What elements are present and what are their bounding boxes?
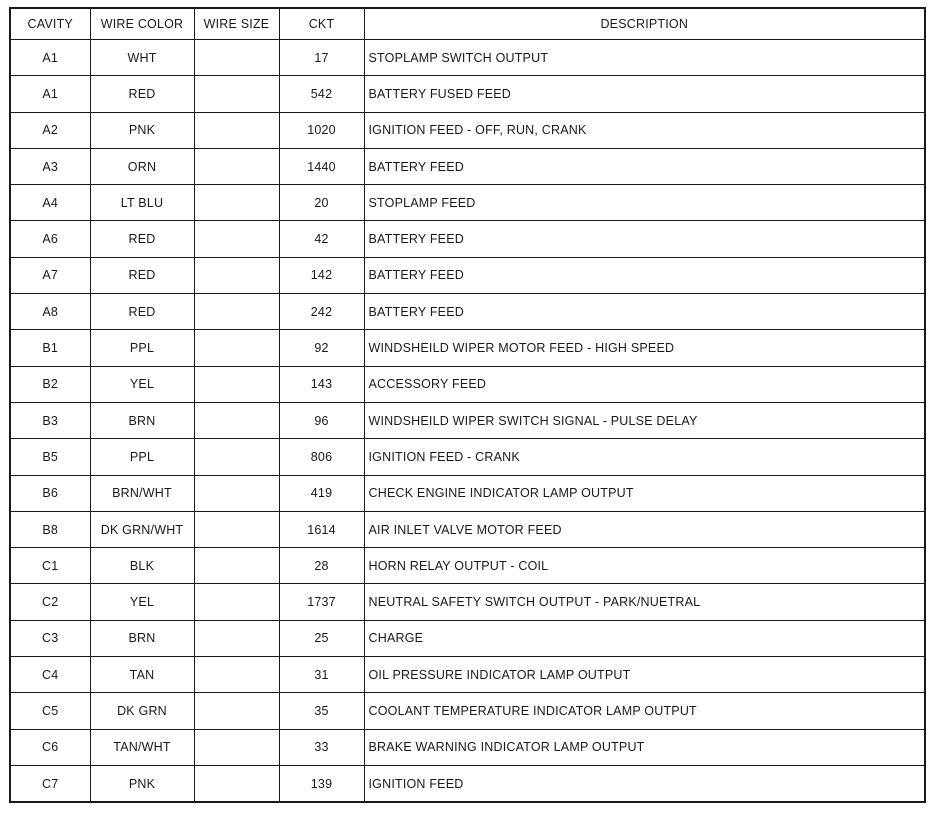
table-row xyxy=(10,729,925,765)
header-row xyxy=(10,8,925,40)
cavity-cell: B5 xyxy=(10,439,90,475)
cavity-cell: A2 xyxy=(10,112,90,148)
description-cell: COOLANT TEMPERATURE INDICATOR LAMP OUTPUT xyxy=(364,693,925,729)
table-row xyxy=(10,657,925,693)
column-header-cavity: CAVITY xyxy=(10,8,90,40)
cavity-cell: B1 xyxy=(10,330,90,366)
ckt-cell: 139 xyxy=(279,765,364,802)
column-header-description: DESCRIPTION xyxy=(364,8,925,40)
cavity-cell: C6 xyxy=(10,729,90,765)
description-cell: HORN RELAY OUTPUT - COIL xyxy=(364,548,925,584)
description-cell: IGNITION FEED xyxy=(364,765,925,802)
description-cell: CHECK ENGINE INDICATOR LAMP OUTPUT xyxy=(364,475,925,511)
table-row xyxy=(10,257,925,293)
wire-color-cell: WHT xyxy=(90,40,194,76)
description-cell: CHARGE xyxy=(364,620,925,656)
ckt-cell: 1737 xyxy=(279,584,364,620)
ckt-cell: 25 xyxy=(279,620,364,656)
wire-color-cell: PPL xyxy=(90,439,194,475)
wire-color-cell: RED xyxy=(90,294,194,330)
wire-color-cell: PNK xyxy=(90,765,194,802)
cavity-cell: C1 xyxy=(10,548,90,584)
ckt-cell: 1440 xyxy=(279,148,364,184)
cavity-cell: C7 xyxy=(10,765,90,802)
description-cell: BATTERY FEED xyxy=(364,148,925,184)
table-header xyxy=(10,8,925,40)
wire-color-cell: BRN xyxy=(90,402,194,438)
ckt-cell: 20 xyxy=(279,185,364,221)
wire-size-cell xyxy=(194,76,279,112)
wire-size-cell xyxy=(194,112,279,148)
wire-size-cell xyxy=(194,584,279,620)
cavity-cell: C4 xyxy=(10,657,90,693)
wire-size-cell xyxy=(194,620,279,656)
cavity-cell: B8 xyxy=(10,511,90,547)
description-cell: STOPLAMP FEED xyxy=(364,185,925,221)
table-body xyxy=(10,40,925,803)
wire-color-cell: LT BLU xyxy=(90,185,194,221)
wire-size-cell xyxy=(194,40,279,76)
wire-size-cell xyxy=(194,330,279,366)
ckt-cell: 143 xyxy=(279,366,364,402)
wire-size-cell xyxy=(194,294,279,330)
table-row xyxy=(10,765,925,802)
table-row xyxy=(10,221,925,257)
table-row xyxy=(10,439,925,475)
wire-color-cell: RED xyxy=(90,257,194,293)
table-row xyxy=(10,693,925,729)
table-row xyxy=(10,185,925,221)
wire-color-cell: YEL xyxy=(90,584,194,620)
ckt-cell: 96 xyxy=(279,402,364,438)
cavity-cell: C3 xyxy=(10,620,90,656)
cavity-cell: C2 xyxy=(10,584,90,620)
cavity-cell: A6 xyxy=(10,221,90,257)
cavity-cell: A4 xyxy=(10,185,90,221)
ckt-cell: 42 xyxy=(279,221,364,257)
wire-size-cell xyxy=(194,221,279,257)
description-cell: BATTERY FEED xyxy=(364,221,925,257)
cavity-cell: A1 xyxy=(10,40,90,76)
wire-color-cell: BRN xyxy=(90,620,194,656)
cavity-cell: A1 xyxy=(10,76,90,112)
description-cell: IGNITION FEED - CRANK xyxy=(364,439,925,475)
wire-size-cell xyxy=(194,402,279,438)
table-row xyxy=(10,148,925,184)
wire-color-cell: BLK xyxy=(90,548,194,584)
wire-size-cell xyxy=(194,439,279,475)
table-row xyxy=(10,76,925,112)
description-cell: STOPLAMP SWITCH OUTPUT xyxy=(364,40,925,76)
table-row xyxy=(10,475,925,511)
description-cell: WINDSHEILD WIPER MOTOR FEED - HIGH SPEED xyxy=(364,330,925,366)
wire-color-cell: BRN/WHT xyxy=(90,475,194,511)
wire-color-cell: PNK xyxy=(90,112,194,148)
description-cell: BATTERY FEED xyxy=(364,257,925,293)
column-header-ckt: CKT xyxy=(279,8,364,40)
table-row xyxy=(10,40,925,76)
wire-color-cell: RED xyxy=(90,76,194,112)
wire-color-cell: DK GRN xyxy=(90,693,194,729)
description-cell: AIR INLET VALVE MOTOR FEED xyxy=(364,511,925,547)
description-cell: NEUTRAL SAFETY SWITCH OUTPUT - PARK/NUETRAL xyxy=(364,584,925,620)
description-cell: BATTERY FEED xyxy=(364,294,925,330)
cavity-cell: A8 xyxy=(10,294,90,330)
wire-size-cell xyxy=(194,185,279,221)
description-cell: BATTERY FUSED FEED xyxy=(364,76,925,112)
ckt-cell: 17 xyxy=(279,40,364,76)
connector-pinout-sheet xyxy=(9,7,924,803)
wire-color-cell: YEL xyxy=(90,366,194,402)
ckt-cell: 242 xyxy=(279,294,364,330)
table-row xyxy=(10,294,925,330)
description-cell: ACCESSORY FEED xyxy=(364,366,925,402)
cavity-cell: B6 xyxy=(10,475,90,511)
table-row xyxy=(10,620,925,656)
description-cell: BRAKE WARNING INDICATOR LAMP OUTPUT xyxy=(364,729,925,765)
wire-color-cell: RED xyxy=(90,221,194,257)
ckt-cell: 419 xyxy=(279,475,364,511)
ckt-cell: 542 xyxy=(279,76,364,112)
ckt-cell: 806 xyxy=(279,439,364,475)
cavity-cell: B2 xyxy=(10,366,90,402)
ckt-cell: 92 xyxy=(279,330,364,366)
table-row xyxy=(10,330,925,366)
cavity-cell: A7 xyxy=(10,257,90,293)
wire-size-cell xyxy=(194,765,279,802)
wire-size-cell xyxy=(194,657,279,693)
table-row xyxy=(10,511,925,547)
wire-size-cell xyxy=(194,693,279,729)
ckt-cell: 142 xyxy=(279,257,364,293)
table-row xyxy=(10,584,925,620)
cavity-cell: B3 xyxy=(10,402,90,438)
wire-size-cell xyxy=(194,548,279,584)
cavity-cell: C5 xyxy=(10,693,90,729)
wire-size-cell xyxy=(194,475,279,511)
column-header-wire-size: WIRE SIZE xyxy=(194,8,279,40)
wire-color-cell: TAN/WHT xyxy=(90,729,194,765)
wire-size-cell xyxy=(194,366,279,402)
ckt-cell: 1020 xyxy=(279,112,364,148)
ckt-cell: 35 xyxy=(279,693,364,729)
table-row xyxy=(10,548,925,584)
wire-size-cell xyxy=(194,511,279,547)
table-row xyxy=(10,366,925,402)
wire-size-cell xyxy=(194,257,279,293)
description-cell: IGNITION FEED - OFF, RUN, CRANK xyxy=(364,112,925,148)
ckt-cell: 1614 xyxy=(279,511,364,547)
wire-color-cell: ORN xyxy=(90,148,194,184)
description-cell: WINDSHEILD WIPER SWITCH SIGNAL - PULSE DELAY xyxy=(364,402,925,438)
column-header-wire-color: WIRE COLOR xyxy=(90,8,194,40)
wire-size-cell xyxy=(194,148,279,184)
wire-color-cell: PPL xyxy=(90,330,194,366)
wire-color-cell: DK GRN/WHT xyxy=(90,511,194,547)
ckt-cell: 33 xyxy=(279,729,364,765)
table-row xyxy=(10,112,925,148)
cavity-cell: A3 xyxy=(10,148,90,184)
wire-color-cell: TAN xyxy=(90,657,194,693)
description-cell: OIL PRESSURE INDICATOR LAMP OUTPUT xyxy=(364,657,925,693)
wire-size-cell xyxy=(194,729,279,765)
ckt-cell: 28 xyxy=(279,548,364,584)
ckt-cell: 31 xyxy=(279,657,364,693)
table-row xyxy=(10,402,925,438)
connector-pinout-table xyxy=(9,7,926,803)
